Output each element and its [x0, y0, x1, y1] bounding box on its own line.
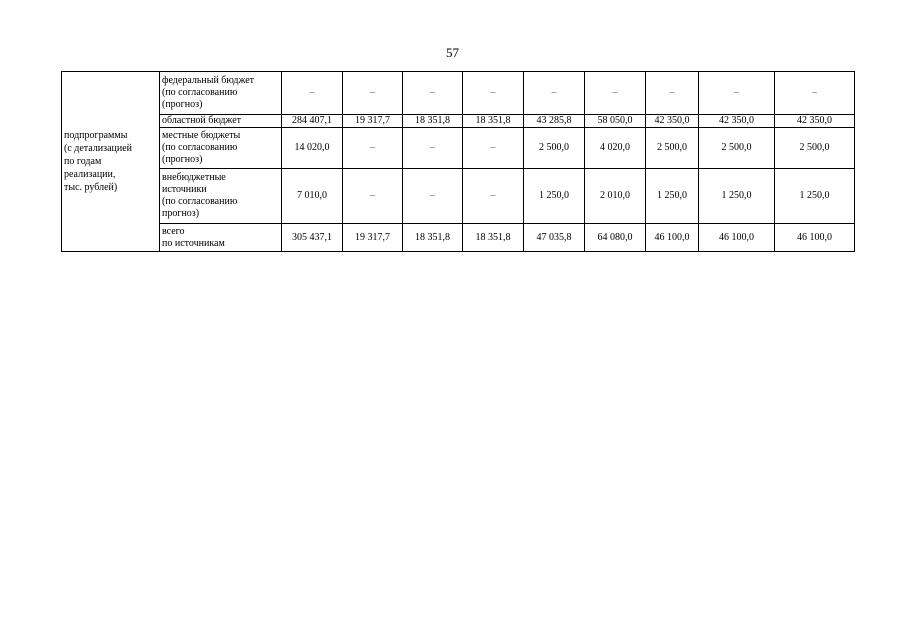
value-cell: 42 350,0: [699, 115, 775, 128]
subprogram-label-line: тыс. рублей): [64, 182, 118, 193]
value-cell: 64 080,0: [585, 224, 646, 252]
source-cell: [160, 72, 282, 115]
source-line: внебюджетные: [162, 172, 226, 183]
value-cell: –: [282, 72, 343, 115]
value-cell: –: [775, 72, 855, 115]
table-row: [62, 115, 855, 128]
subprogram-label-line: подпрограммы: [64, 130, 128, 141]
value-cell: 2 010,0: [585, 169, 646, 224]
value-cell: 1 250,0: [699, 169, 775, 224]
table-row: [62, 72, 855, 115]
value-cell: 305 437,1: [282, 224, 343, 252]
source-line: (прогноз): [162, 154, 203, 165]
source-line: (прогноз): [162, 99, 203, 110]
subprogram-label-line: реализации,: [64, 169, 116, 180]
value-cell: –: [463, 72, 524, 115]
source-line: (по согласованию: [162, 142, 238, 153]
source-line: местные бюджеты: [162, 130, 241, 141]
value-cell: 2 500,0: [524, 128, 585, 169]
value-cell: –: [646, 72, 699, 115]
value-cell: 4 020,0: [585, 128, 646, 169]
subprogram-label-line: (с детализацией: [64, 143, 133, 154]
value-cell: 46 100,0: [646, 224, 699, 252]
source-line: прогноз): [162, 208, 200, 219]
value-cell: –: [403, 72, 463, 115]
value-cell: –: [463, 169, 524, 224]
value-cell: 1 250,0: [524, 169, 585, 224]
value-cell: 2 500,0: [775, 128, 855, 169]
source-cell: [160, 224, 282, 252]
budget-table: [61, 71, 855, 252]
source-cell: [160, 169, 282, 224]
value-cell: –: [585, 72, 646, 115]
value-cell: –: [403, 128, 463, 169]
value-cell: 42 350,0: [775, 115, 855, 128]
value-cell: –: [343, 72, 403, 115]
value-cell: –: [699, 72, 775, 115]
value-cell: –: [524, 72, 585, 115]
value-cell: –: [343, 169, 403, 224]
subprogram-label-cell: [62, 72, 160, 252]
page-number: 57: [446, 45, 459, 60]
table-row: [62, 128, 855, 169]
value-cell: 284 407,1: [282, 115, 343, 128]
value-cell: –: [403, 169, 463, 224]
source-cell: [160, 128, 282, 169]
value-cell: 43 285,8: [524, 115, 585, 128]
value-cell: 18 351,8: [403, 224, 463, 252]
value-cell: 47 035,8: [524, 224, 585, 252]
value-cell: 42 350,0: [646, 115, 699, 128]
value-cell: 1 250,0: [775, 169, 855, 224]
value-cell: 1 250,0: [646, 169, 699, 224]
source-line: всего: [162, 225, 185, 237]
source-line: (по согласованию: [162, 196, 238, 207]
value-cell: 19 317,7: [343, 224, 403, 252]
source-line: федеральный бюджет: [162, 75, 255, 86]
value-cell: –: [343, 128, 403, 169]
value-cell: –: [463, 128, 524, 169]
value-cell: 46 100,0: [699, 224, 775, 252]
source-line: по источникам: [162, 237, 225, 249]
source-line: (по согласованию: [162, 87, 238, 98]
value-cell: 58 050,0: [585, 115, 646, 128]
value-cell: 14 020,0: [282, 128, 343, 169]
source-line: областной бюджет: [162, 115, 242, 126]
value-cell: 2 500,0: [646, 128, 699, 169]
value-cell: 19 317,7: [343, 115, 403, 128]
subprogram-label-line: по годам: [64, 156, 102, 167]
value-cell: 2 500,0: [699, 128, 775, 169]
value-cell: 7 010,0: [282, 169, 343, 224]
value-cell: 46 100,0: [775, 224, 855, 252]
source-cell: [160, 115, 282, 128]
value-cell: 18 351,8: [463, 115, 524, 128]
table-row: [62, 224, 855, 252]
source-line: источники: [162, 184, 207, 195]
value-cell: 18 351,8: [463, 224, 524, 252]
value-cell: 18 351,8: [403, 115, 463, 128]
table-row: [62, 169, 855, 224]
